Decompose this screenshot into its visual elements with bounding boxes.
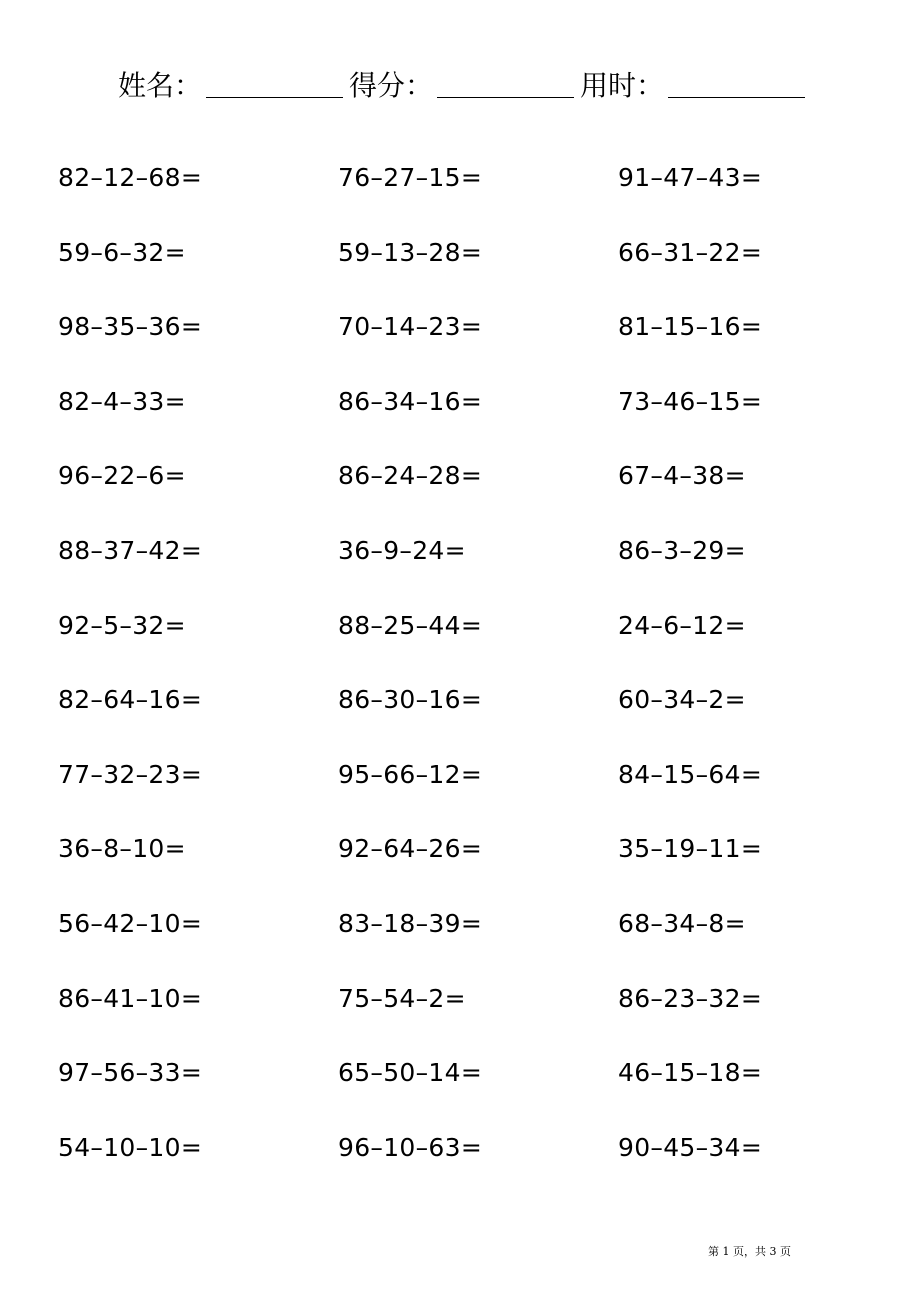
problem-item: 96–10–63= bbox=[338, 1132, 483, 1162]
problem-item: 98–35–36= bbox=[58, 312, 203, 342]
problem-item: 92–5–32= bbox=[58, 610, 186, 640]
problem-row bbox=[58, 979, 898, 1054]
problem-item: 83–18–39= bbox=[338, 908, 483, 938]
problem-item: 59–13–28= bbox=[338, 237, 483, 267]
problem-item: 56–42–10= bbox=[58, 908, 203, 938]
problem-row bbox=[58, 233, 898, 308]
problem-item: 88–25–44= bbox=[338, 610, 483, 640]
problem-row bbox=[58, 382, 898, 457]
problem-item: 67–4–38= bbox=[618, 461, 746, 491]
name-label: 姓名： bbox=[118, 69, 203, 102]
problem-item: 59–6–32= bbox=[58, 237, 186, 267]
name-blank[interactable] bbox=[206, 95, 343, 98]
page-number: 第 1 页，共 3 页 bbox=[708, 1245, 791, 1258]
problem-item: 65–50–14= bbox=[338, 1058, 483, 1088]
problem-item: 35–19–11= bbox=[618, 834, 763, 864]
problem-item: 86–41–10= bbox=[58, 983, 203, 1013]
problem-item: 92–64–26= bbox=[338, 834, 483, 864]
time-blank[interactable] bbox=[668, 95, 805, 98]
problem-item: 96–22–6= bbox=[58, 461, 186, 491]
problem-item: 66–31–22= bbox=[618, 237, 763, 267]
time-label: 用时： bbox=[580, 69, 665, 102]
problem-item: 91–47–43= bbox=[618, 163, 763, 192]
score-label: 得分： bbox=[349, 69, 434, 102]
problem-item: 97–56–33= bbox=[58, 1058, 203, 1088]
problem-item: 36–9–24= bbox=[338, 535, 466, 565]
problem-item: 54–10–10= bbox=[58, 1132, 203, 1162]
problem-item: 88–37–42= bbox=[58, 535, 203, 565]
problem-item: 82–12–68= bbox=[58, 163, 203, 192]
problem-item: 75–54–2= bbox=[338, 983, 466, 1013]
score-blank[interactable] bbox=[437, 95, 574, 98]
problem-item: 24–6–12= bbox=[618, 610, 746, 640]
problem-row bbox=[58, 1128, 898, 1203]
problem-item: 82–4–33= bbox=[58, 386, 186, 416]
problem-grid bbox=[58, 158, 898, 1202]
problem-row bbox=[58, 904, 898, 979]
problem-item: 84–15–64= bbox=[618, 759, 763, 789]
problem-row bbox=[58, 531, 898, 606]
problem-item: 86–34–16= bbox=[338, 386, 483, 416]
problem-row bbox=[58, 1053, 898, 1128]
problem-item: 68–34–8= bbox=[618, 908, 746, 938]
problem-item: 86–30–16= bbox=[338, 685, 483, 715]
problem-item: 86–3–29= bbox=[618, 535, 746, 565]
problem-item: 46–15–18= bbox=[618, 1058, 763, 1088]
problem-item: 82–64–16= bbox=[58, 685, 203, 715]
problem-item: 81–15–16= bbox=[618, 312, 763, 342]
problem-item: 70–14–23= bbox=[338, 312, 483, 342]
problem-item: 77–32–23= bbox=[58, 759, 203, 789]
problem-item: 90–45–34= bbox=[618, 1132, 763, 1162]
problem-item: 36–8–10= bbox=[58, 834, 186, 864]
problem-row bbox=[58, 606, 898, 681]
problem-row bbox=[58, 307, 898, 382]
problem-row bbox=[58, 829, 898, 904]
problem-row bbox=[58, 680, 898, 755]
problem-item: 76–27–15= bbox=[338, 163, 483, 192]
problem-item: 73–46–15= bbox=[618, 386, 763, 416]
problem-item: 60–34–2= bbox=[618, 685, 746, 715]
worksheet-header bbox=[118, 66, 838, 106]
problem-item: 95–66–12= bbox=[338, 759, 483, 789]
problem-item: 86–23–32= bbox=[618, 983, 763, 1013]
problem-row bbox=[58, 158, 898, 233]
problem-row bbox=[58, 755, 898, 830]
problem-row bbox=[58, 456, 898, 531]
problem-item: 86–24–28= bbox=[338, 461, 483, 491]
